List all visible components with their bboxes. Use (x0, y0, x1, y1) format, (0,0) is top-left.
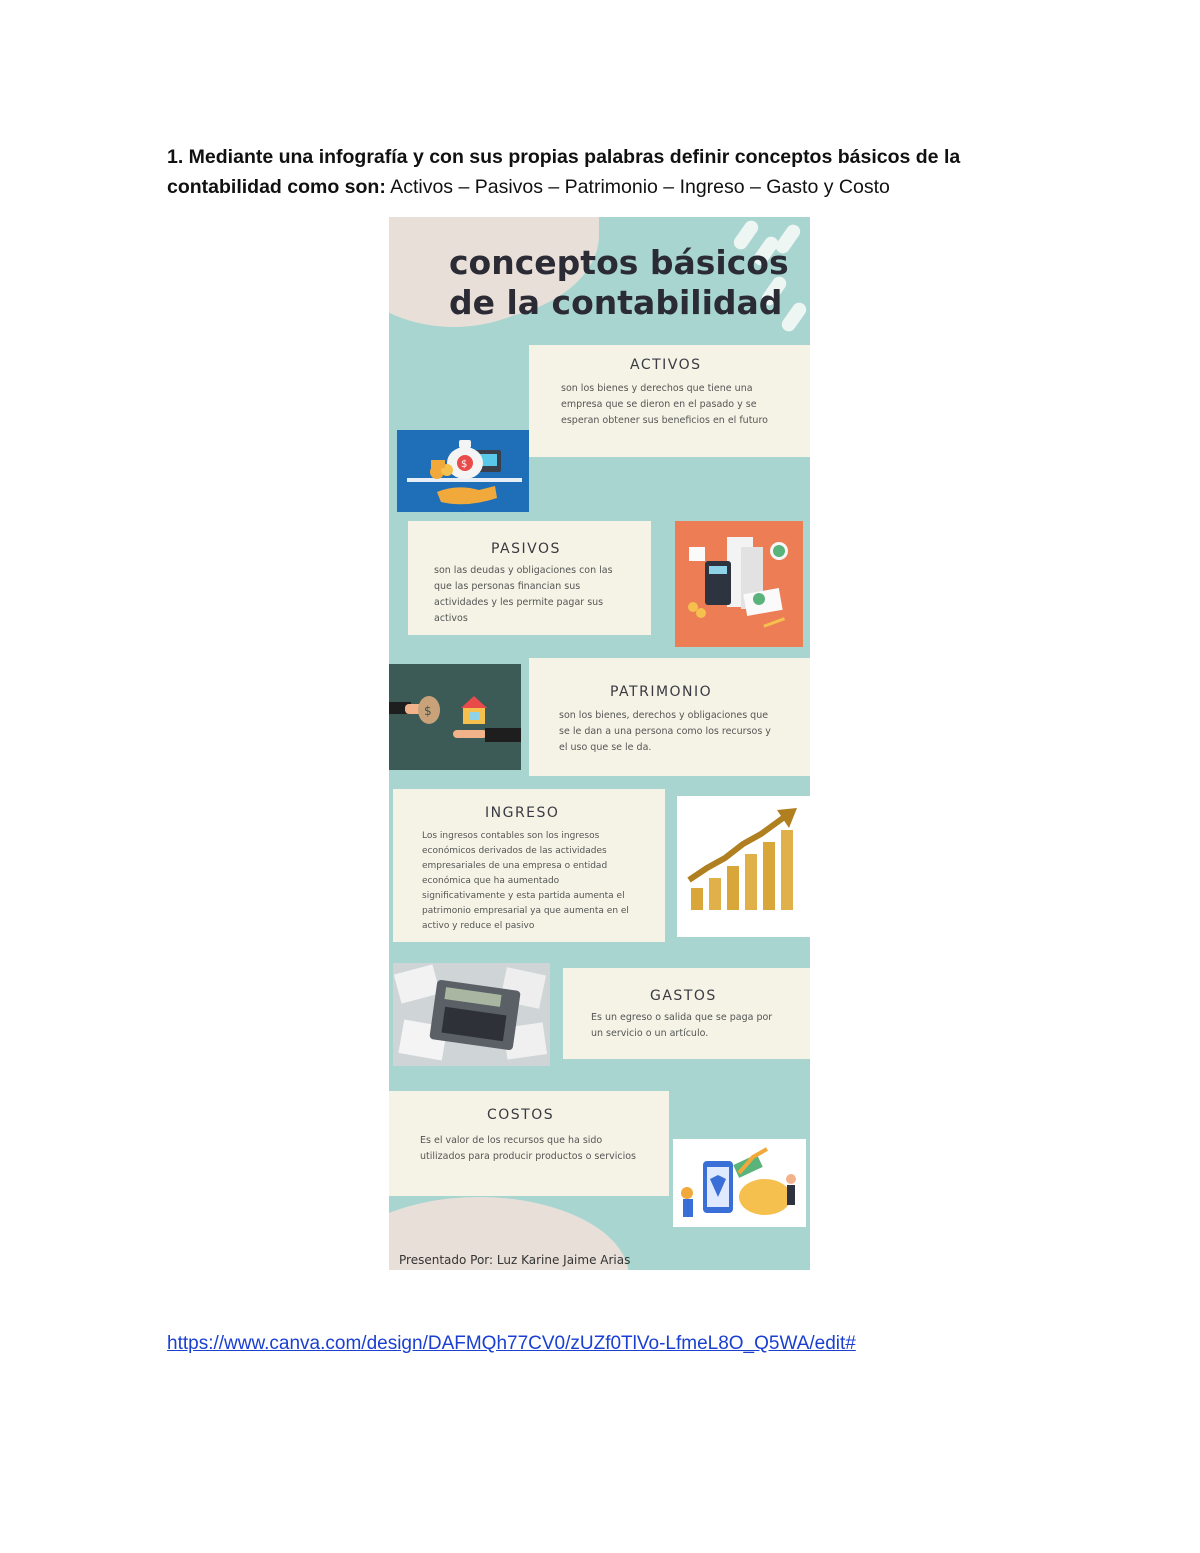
costos-card (389, 1091, 669, 1196)
rising-coins-chart-icon (677, 796, 810, 937)
gastos-image (393, 963, 550, 1066)
patrimonio-image (389, 664, 521, 770)
calculator-receipts-icon (393, 963, 550, 1066)
infographic-title (449, 243, 809, 323)
svg-text:$: $ (424, 704, 432, 718)
svg-text:$: $ (461, 459, 468, 470)
activos-title: ACTIVOS (630, 357, 702, 373)
presented-by: Presentado Por: Luz Karine Jaime Arias (399, 1253, 631, 1267)
patrimonio-title: PATRIMONIO (610, 684, 713, 700)
title-line-1: conceptos básicos (449, 243, 789, 282)
pasivos-text: son las deudas y obligaciones con las que las personas financian sus actividades y les permite pagar sus activos (434, 565, 613, 624)
ingreso-image (677, 796, 810, 937)
gastos-title: GASTOS (650, 988, 717, 1004)
finance-illustration-icon (673, 1139, 806, 1227)
activos-text: son los bienes y derechos que tiene una empresa que se dieron en el pasado y se esperan obtener sus beneficios en el futuro (561, 383, 768, 426)
activos-image (397, 430, 529, 512)
activos-card (529, 345, 810, 457)
question-text (167, 142, 1027, 202)
title-line-2: de la contabilidad (449, 283, 783, 322)
question-bold: 1. Mediante una infografía y con sus propias palabras definir conceptos básicos de la contabilidad como son: (167, 146, 961, 198)
patrimonio-card (529, 658, 810, 776)
hands-exchange-icon (389, 664, 521, 770)
question-concepts: Activos – Pasivos – Patrimonio – Ingreso – Gasto y Costo (385, 176, 890, 198)
canva-design-link[interactable]: https://www.canva.com/design/DAFMQh77CV0/zUZf0TlVo-LfmeL8O_Q5WA/edit# (167, 1333, 856, 1354)
costos-title: COSTOS (487, 1107, 555, 1123)
patrimonio-text: son los bienes, derechos y obligaciones que se le dan a una persona como los recursos y el uso que se le da. (559, 710, 771, 753)
ingreso-title: INGRESO (485, 805, 560, 821)
ingreso-text: Los ingresos contables son los ingresos económicos derivados de las actividades empresariales de una empresa o entidad económica que ha aumentado significativamente y esta partida aumenta el patrimonio empresarial ya que aumenta en el activo y reduce el pasivo (422, 831, 629, 931)
ingreso-card (393, 789, 665, 942)
gastos-card (563, 968, 810, 1059)
pasivos-card (408, 521, 651, 635)
calculator-documents-icon (675, 521, 803, 647)
costos-image (673, 1139, 806, 1227)
gastos-text: Es un egreso o salida que se paga por un servicio o un artículo. (591, 1012, 773, 1039)
infographic (389, 217, 810, 1270)
pasivos-title: PASIVOS (491, 541, 561, 557)
costos-text: Es el valor de los recursos que ha sido utilizados para producir productos o servicios (420, 1135, 636, 1162)
money-bag-icon (397, 430, 529, 512)
pasivos-image (675, 521, 803, 647)
